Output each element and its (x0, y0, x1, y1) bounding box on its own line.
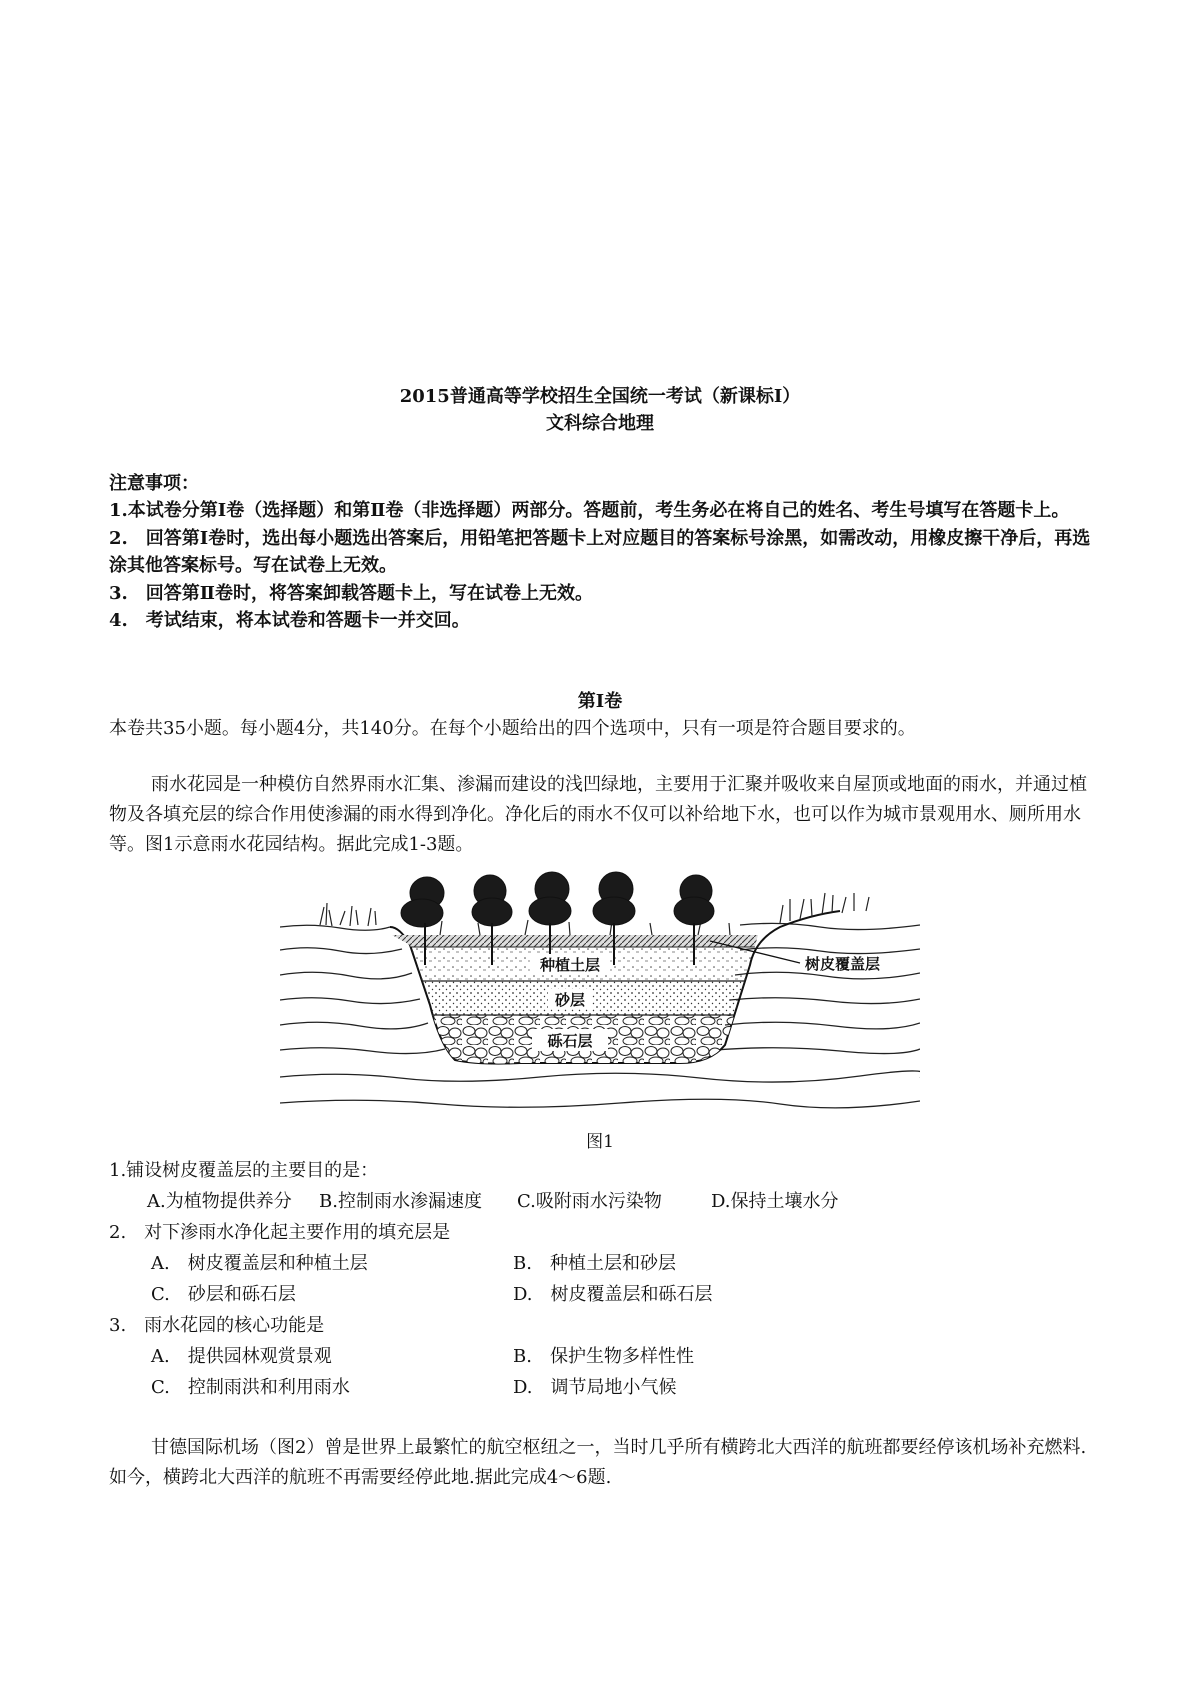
notice-heading: 注意事项： (109, 473, 199, 494)
option-a: A. 提供园林观赏景观 (151, 1346, 332, 1367)
option-d: D. 调节局地小气候 (513, 1377, 677, 1398)
option-b: B.控制雨水渗漏速度 (319, 1191, 482, 1212)
question-1 (109, 1155, 1099, 1217)
label-sand: 砂层 (554, 991, 586, 1009)
option-a: A. 树皮覆盖层和种植土层 (151, 1253, 368, 1274)
section-title: 第Ⅰ卷 (577, 691, 623, 712)
label-bark: 树皮覆盖层 (805, 955, 881, 973)
notice-list (109, 497, 1099, 635)
options-row (109, 1341, 1099, 1372)
passage-rain-garden: 雨水花园是一种模仿自然界雨水汇集、渗漏而建设的浅凹绿地，主要用于汇聚并吸收来自屋顶或地面的雨水，并通过植物及各填充层的综合作用使渗漏的雨水得到净化。净化后的雨水不仅可以补给地下水，也可以作为城市景观用水、厕所用水等。图1示意雨水花园结构。据此完成1-3题。 (109, 774, 1087, 855)
bark-layer (380, 935, 780, 947)
passage-gander-airport: 甘德国际机场（图2）曾是世界上最繁忙的航空枢纽之一，当时几乎所有横跨北大西洋的航班都要经停该机场补充燃料.如今，横跨北大西洋的航班不再需要经停此地.据此完成4～6题. (109, 1437, 1087, 1488)
options-row (109, 1186, 1099, 1217)
question-2 (109, 1217, 1099, 1310)
label-soil: 种植土层 (539, 956, 601, 974)
options-row (109, 1372, 1099, 1403)
question-stem: 2. 对下渗雨水净化起主要作用的填充层是 (109, 1222, 451, 1243)
option-b: B. 种植土层和砂层 (513, 1253, 676, 1274)
options-row (109, 1279, 1099, 1310)
notice-item: 2. 回答第Ⅰ卷时，选出每小题选出答案后，用铅笔把答题卡上对应题目的答案标号涂黑，如需改动，用橡皮擦干净后，再选涂其他答案标号。写在试卷上无效。 (109, 527, 1091, 576)
option-c: C. 砂层和砾石层 (151, 1284, 296, 1305)
figure-caption: 图1 (586, 1132, 614, 1152)
option-a: A.为植物提供养分 (147, 1191, 292, 1212)
question-stem: 1.铺设树皮覆盖层的主要目的是： (109, 1160, 379, 1181)
option-d: D. 树皮覆盖层和砾石层 (513, 1284, 713, 1305)
notice-item: 1.本试卷分第Ⅰ卷（选择题）和第Ⅱ卷（非选择题）两部分。答题前，考生务必在将自己的姓名、考生号填写在答题卡上。 (109, 500, 1070, 521)
question-3 (109, 1310, 1099, 1403)
section-intro: 本卷共35小题。每小题4分，共140分。在每个小题给出的四个选项中，只有一项是符合题目要求的。 (109, 718, 916, 739)
option-d: D.保持土壤水分 (711, 1191, 839, 1212)
notice-item: 4. 考试结束，将本试卷和答题卡一并交回。 (109, 610, 470, 631)
option-c: C. 控制雨洪和利用雨水 (151, 1377, 350, 1398)
exam-subtitle: 文科综合地理 (546, 413, 654, 434)
notice-item: 3. 回答第Ⅱ卷时，将答案卸载答题卡上，写在试卷上无效。 (109, 582, 593, 604)
options-row (109, 1248, 1099, 1279)
label-gravel: 砾石层 (547, 1032, 593, 1050)
question-stem: 3. 雨水花园的核心功能是 (109, 1315, 325, 1336)
figure-rain-garden (280, 865, 920, 1155)
option-b: B. 保护生物多样性性 (513, 1346, 694, 1367)
exam-title: 2015普通高等学校招生全国统一考试（新课标Ⅰ） (399, 386, 801, 407)
option-c: C.吸附雨水污染物 (517, 1191, 662, 1212)
rain-garden-diagram (280, 865, 920, 1125)
